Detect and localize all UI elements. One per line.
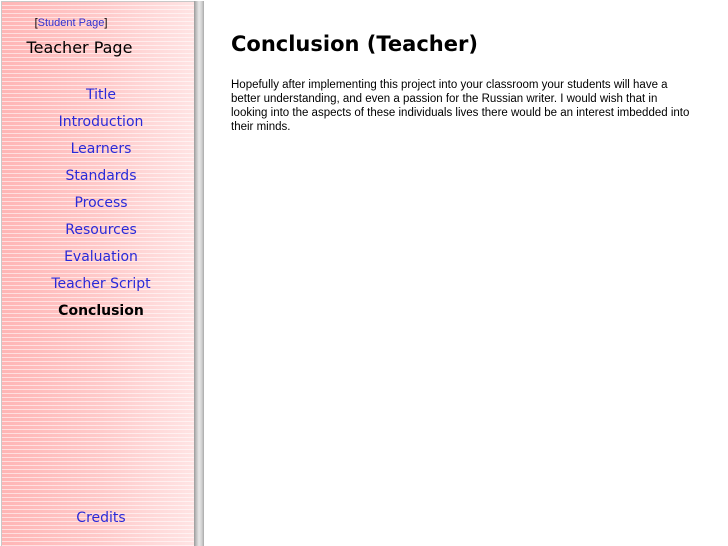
sidebar-nav: [2, 84, 200, 327]
nav-item-conclusion: Conclusion: [58, 303, 144, 319]
nav-item-standards[interactable]: Standards: [65, 168, 137, 184]
student-page-link-line: [2, 17, 140, 29]
close-bracket: ]: [104, 17, 108, 29]
nav-item-title[interactable]: Title: [85, 87, 116, 103]
sidebar-title: Teacher Page: [26, 38, 133, 57]
nav-item-evaluation[interactable]: Evaluation: [64, 249, 138, 265]
nav-item-learners[interactable]: Learners: [70, 141, 132, 157]
conclusion-text: Hopefully after implementing this project into your classroom your students will have a better understanding, and even a passion for the Russian writer. I would wish that in looking into the aspects of these individuals lives there would be an interest imbedded into their minds.: [231, 79, 690, 133]
student-page-link[interactable]: Student Page: [37, 17, 105, 29]
sidebar-divider: [194, 1, 204, 546]
page-title: Conclusion (Teacher): [231, 32, 478, 56]
sidebar: [1, 1, 194, 546]
nav-item-introduction[interactable]: Introduction: [58, 114, 144, 130]
open-bracket: [: [34, 17, 38, 29]
nav-item-teacher-script[interactable]: Teacher Script: [51, 276, 151, 292]
nav-item-resources[interactable]: Resources: [65, 222, 137, 238]
nav-item-credits[interactable]: Credits: [76, 510, 126, 526]
nav-item-process[interactable]: Process: [74, 195, 128, 211]
